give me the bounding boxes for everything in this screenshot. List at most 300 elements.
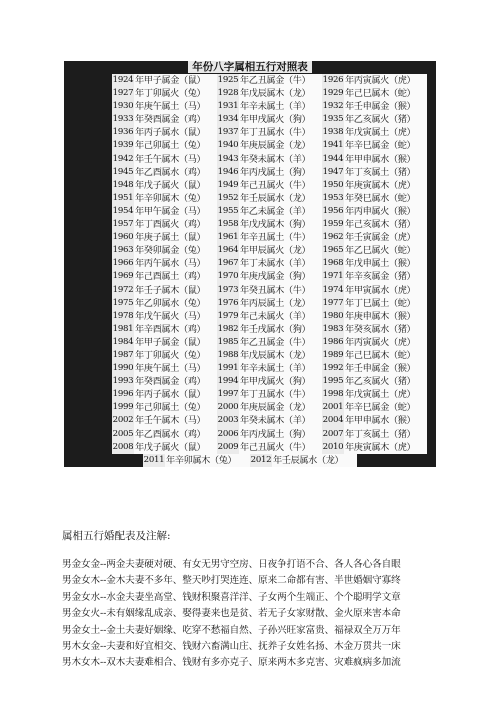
year-number: 2001: [322, 401, 344, 414]
table-cell: [112, 441, 217, 454]
ganzhi-zodiac-element: 年辛亥属金（猪）: [344, 270, 427, 283]
ganzhi-zodiac-element: 年辛巳属金（蛇）: [344, 139, 427, 152]
table-cell: [217, 231, 322, 244]
table-cell: [322, 126, 427, 139]
table-cell: [322, 87, 427, 100]
ganzhi-zodiac-element: 年庚午属土（马）: [134, 100, 217, 113]
table-cell: [112, 113, 217, 126]
table-cell: [322, 74, 427, 87]
table-cell: [217, 126, 322, 139]
table-cell: [112, 153, 217, 166]
table-cell: [217, 388, 322, 401]
table-cell: [322, 441, 427, 454]
ganzhi-zodiac-element: 年壬戌属水（狗）: [239, 323, 322, 336]
table-cell: [322, 428, 427, 441]
year-number: 1944: [322, 153, 344, 166]
ganzhi-zodiac-element: 年丙寅属火（虎）: [344, 336, 427, 349]
year-number: 1984: [112, 336, 134, 349]
table-cell: [112, 401, 217, 414]
ganzhi-zodiac-element: 年戊寅属土（虎）: [344, 126, 427, 139]
ganzhi-zodiac-element: 年辛巳属金（蛇）: [344, 401, 427, 414]
table-row: [64, 257, 436, 270]
year-number: 1953: [322, 192, 344, 205]
ganzhi-zodiac-element: 年戊辰属木（龙）: [239, 87, 322, 100]
year-number: 1940: [217, 139, 239, 152]
table-row: [64, 414, 436, 427]
year-number: 1951: [112, 192, 134, 205]
year-number: 1938: [322, 126, 344, 139]
year-number: 1928: [217, 87, 239, 100]
year-number: 1982: [217, 323, 239, 336]
table-cell: [112, 244, 217, 257]
table-cell: [112, 218, 217, 231]
year-number: 1969: [112, 270, 134, 283]
ganzhi-zodiac-element: 年甲申属水（猴）: [344, 153, 427, 166]
table-cell: [322, 192, 427, 205]
ganzhi-zodiac-element: 年壬申属金（猴）: [344, 362, 427, 375]
table-row: [64, 218, 436, 231]
year-number: 1978: [112, 310, 134, 323]
year-number: 2003: [217, 414, 239, 427]
table-cell: [217, 270, 322, 283]
table-cell: [322, 100, 427, 113]
table-cell: [112, 270, 217, 283]
year-number: 1954: [112, 205, 134, 218]
table-cell: [250, 454, 357, 467]
ganzhi-zodiac-element: 年丁未属水（羊）: [239, 257, 322, 270]
table-row: [64, 375, 436, 388]
table-row: [64, 310, 436, 323]
table-cell: [217, 284, 322, 297]
ganzhi-zodiac-element: 年甲子属金（鼠）: [134, 74, 217, 87]
ganzhi-zodiac-element: 年乙未属金（羊）: [239, 205, 322, 218]
ganzhi-zodiac-element: 年丙申属火（猴）: [344, 205, 427, 218]
year-number: 2010: [322, 441, 344, 454]
year-number: 1926: [322, 74, 344, 87]
year-number: 1925: [217, 74, 239, 87]
year-number: 1997: [217, 388, 239, 401]
year-number: 1939: [112, 139, 134, 152]
table-cell: [322, 336, 427, 349]
table-cell: [112, 349, 217, 362]
year-number: 2004: [322, 414, 344, 427]
ganzhi-zodiac-element: 年丙午属水（马）: [134, 257, 217, 270]
table-cell: [112, 231, 217, 244]
table-row: [64, 126, 436, 139]
year-number: 1980: [322, 310, 344, 323]
table-cell: [217, 428, 322, 441]
table-cell: [217, 218, 322, 231]
table-cell: [112, 179, 217, 192]
year-number: 1990: [112, 362, 134, 375]
table-cell: [322, 284, 427, 297]
year-number: 1972: [112, 284, 134, 297]
ganzhi-zodiac-element: 年壬午属木（马）: [134, 414, 217, 427]
table-cell: [217, 375, 322, 388]
ganzhi-zodiac-element: 年辛丑属土（牛）: [239, 231, 322, 244]
table-cell: [322, 244, 427, 257]
table-row: [64, 153, 436, 166]
ganzhi-zodiac-element: 年丙寅属火（虎）: [344, 74, 427, 87]
ganzhi-zodiac-element: 年壬辰属水（龙）: [272, 454, 357, 467]
table-cell: [217, 139, 322, 152]
ganzhi-zodiac-element: 年甲戌属火（狗）: [239, 375, 322, 388]
ganzhi-zodiac-element: 年甲辰属火（龙）: [239, 244, 322, 257]
table-cell: [112, 336, 217, 349]
table-cell: [217, 166, 322, 179]
table-cell: [217, 323, 322, 336]
table-cell: [112, 284, 217, 297]
year-number: 2000: [217, 401, 239, 414]
year-number: 1947: [322, 166, 344, 179]
table-cell: [112, 375, 217, 388]
table-cell: [322, 139, 427, 152]
table-row: [64, 349, 436, 362]
table-cell: [217, 297, 322, 310]
year-number: 2009: [217, 441, 239, 454]
year-number: 1977: [322, 297, 344, 310]
table-cell: [112, 87, 217, 100]
table-cell: [112, 362, 217, 375]
year-number: 2012: [250, 454, 272, 467]
ganzhi-zodiac-element: 年癸酉属金（鸡）: [134, 113, 217, 126]
ganzhi-zodiac-element: 年乙亥属火（猪）: [344, 113, 427, 126]
year-number: 1967: [217, 257, 239, 270]
year-number: 1958: [217, 218, 239, 231]
note-line: 男金女水--水金夫妻坐高堂、钱财积聚喜洋洋、子女两个生端正、个个聪明学文章: [62, 591, 401, 603]
year-number: 1998: [322, 388, 344, 401]
year-number: 1934: [217, 113, 239, 126]
ganzhi-zodiac-element: 年戊戌属木（狗）: [239, 218, 322, 231]
note-line: 男金女木--金木夫妻不多年、整天吵打哭连连、原来二命都有害、半世婚姻守寡终: [62, 575, 401, 587]
table-cell: [217, 362, 322, 375]
ganzhi-zodiac-element: 年丁卯属火（兔）: [134, 349, 217, 362]
ganzhi-zodiac-element: 年辛卯属木（兔）: [165, 454, 250, 467]
year-number: 1993: [112, 375, 134, 388]
table-cell: [322, 113, 427, 126]
ganzhi-zodiac-element: 年戊辰属木（龙）: [239, 349, 322, 362]
year-number: 1971: [322, 270, 344, 283]
table-cell: [112, 139, 217, 152]
notes-lines: [62, 557, 452, 672]
year-number: 1932: [322, 100, 344, 113]
ganzhi-zodiac-element: 年壬午属木（马）: [134, 153, 217, 166]
table-cell: [112, 310, 217, 323]
notes-heading: 属相五行婚配表及注解:: [62, 530, 171, 542]
ganzhi-zodiac-element: 年丁丑属水（牛）: [239, 388, 322, 401]
table-cell: [217, 414, 322, 427]
ganzhi-zodiac-element: 年辛未属土（羊）: [239, 362, 322, 375]
ganzhi-zodiac-element: 年丁巳属土（蛇）: [344, 297, 427, 310]
ganzhi-zodiac-element: 年丁亥属土（猪）: [344, 428, 427, 441]
ganzhi-zodiac-element: 年庚申属木（猴）: [344, 310, 427, 323]
year-number: 1941: [322, 139, 344, 152]
year-number: 1942: [112, 153, 134, 166]
ganzhi-zodiac-element: 年乙亥属火（猪）: [344, 375, 427, 388]
year-number: 1995: [322, 375, 344, 388]
table-cell: [112, 428, 217, 441]
year-number: 1955: [217, 205, 239, 218]
year-number: 1945: [112, 166, 134, 179]
year-number: 1931: [217, 100, 239, 113]
table-cell: [322, 349, 427, 362]
year-number: 1992: [322, 362, 344, 375]
year-number: 1949: [217, 179, 239, 192]
ganzhi-zodiac-element: 年甲子属金（鼠）: [134, 336, 217, 349]
table-cell: [112, 126, 217, 139]
table-cell: [322, 231, 427, 244]
table-cell: [217, 113, 322, 126]
ganzhi-zodiac-element: 年乙酉属水（鸡）: [134, 166, 217, 179]
table-row: [64, 205, 436, 218]
table-row: [64, 336, 436, 349]
year-number: 1974: [322, 284, 344, 297]
year-number: 1986: [322, 336, 344, 349]
table-cell: [217, 100, 322, 113]
table-row: [64, 139, 436, 152]
table-cell: [112, 192, 217, 205]
table-cell: [322, 388, 427, 401]
table-cell: [322, 414, 427, 427]
table-cell: [322, 270, 427, 283]
year-number: 1970: [217, 270, 239, 283]
table-cell: [112, 297, 217, 310]
ganzhi-zodiac-element: 年丁卯属火（兔）: [134, 87, 217, 100]
table-cell: [322, 205, 427, 218]
note-line: 男金女土--金土夫妻好姻缘、吃穿不愁福自然、子孙兴旺家富贵、福禄双全万万年: [62, 624, 401, 636]
year-number: 1965: [322, 244, 344, 257]
ganzhi-zodiac-element: 年辛未属土（羊）: [239, 100, 322, 113]
table-row: [64, 284, 436, 297]
table-title-text: 年份八字属相五行对照表: [188, 61, 312, 73]
table-cell: [322, 218, 427, 231]
ganzhi-zodiac-element: 年癸未属木（羊）: [239, 153, 322, 166]
year-number: 2007: [322, 428, 344, 441]
ganzhi-zodiac-element: 年戊子属火（鼠）: [134, 179, 217, 192]
table-row: [64, 113, 436, 126]
ganzhi-zodiac-element: 年己巳属木（蛇）: [344, 87, 427, 100]
table-cell: [217, 192, 322, 205]
ganzhi-zodiac-element: 年己酉属土（鸡）: [134, 270, 217, 283]
year-number: 2011: [143, 454, 165, 467]
table-cell: [322, 153, 427, 166]
ganzhi-zodiac-element: 年丙子属水（鼠）: [134, 126, 217, 139]
ganzhi-zodiac-element: 年己卯属土（兔）: [134, 401, 217, 414]
table-row: [64, 323, 436, 336]
ganzhi-zodiac-element: 年辛卯属木（兔）: [134, 192, 217, 205]
ganzhi-zodiac-element: 年癸酉属金（鸡）: [134, 375, 217, 388]
year-number: 1994: [217, 375, 239, 388]
ganzhi-zodiac-element: 年庚辰属金（龙）: [239, 401, 322, 414]
year-number: 1933: [112, 113, 134, 126]
ganzhi-zodiac-element: 年丙戌属土（狗）: [239, 428, 322, 441]
table-row: [64, 401, 436, 414]
table-cell: [322, 179, 427, 192]
year-number: 1988: [217, 349, 239, 362]
table-cell: [112, 205, 217, 218]
note-line: 男金女金--两金夫妻硬对硬、有女无男守空房、日夜争打语不合、各人各心各自眼: [62, 559, 401, 570]
ganzhi-zodiac-element: 年丁丑属水（牛）: [239, 126, 322, 139]
year-number: 1966: [112, 257, 134, 270]
ganzhi-zodiac-element: 年壬辰属水（龙）: [239, 192, 322, 205]
ganzhi-zodiac-element: 年壬申属金（猴）: [344, 100, 427, 113]
table-body: [64, 74, 436, 467]
year-number: 2002: [112, 414, 134, 427]
table-cell: [112, 257, 217, 270]
table-row: [64, 74, 436, 87]
ganzhi-zodiac-element: 年丁酉属火（鸡）: [134, 218, 217, 231]
ganzhi-zodiac-element: 年丙戌属土（狗）: [239, 166, 322, 179]
table-row: [64, 100, 436, 113]
table-cell: [112, 388, 217, 401]
year-number: 1960: [112, 231, 134, 244]
table-cell: [112, 74, 217, 87]
ganzhi-zodiac-element: 年戊申属土（猴）: [344, 257, 427, 270]
ganzhi-zodiac-element: 年癸未属木（羊）: [239, 414, 322, 427]
table-cell: [322, 257, 427, 270]
table-row: [64, 192, 436, 205]
year-number: 1964: [217, 244, 239, 257]
year-number: 1957: [112, 218, 134, 231]
ganzhi-zodiac-element: 年乙丑属金（牛）: [239, 336, 322, 349]
year-number: 1979: [217, 310, 239, 323]
year-number: 2005: [112, 428, 134, 441]
year-number: 1961: [217, 231, 239, 244]
marriage-notes-section: [62, 528, 452, 672]
table-title: [64, 61, 436, 74]
table-cell: [322, 401, 427, 414]
year-number: 1943: [217, 153, 239, 166]
year-number: 1929: [322, 87, 344, 100]
ganzhi-zodiac-element: 年丙辰属土（龙）: [239, 297, 322, 310]
table-cell: [217, 179, 322, 192]
year-number: 1927: [112, 87, 134, 100]
year-number: 1987: [112, 349, 134, 362]
ganzhi-zodiac-element: 年乙酉属水（鸡）: [134, 428, 217, 441]
table-cell: [217, 349, 322, 362]
table-cell: [322, 362, 427, 375]
table-cell: [217, 87, 322, 100]
year-number: 1937: [217, 126, 239, 139]
table-row: [64, 166, 436, 179]
year-number: 1952: [217, 192, 239, 205]
year-number: 1996: [112, 388, 134, 401]
ganzhi-zodiac-element: 年己丑属火（牛）: [239, 179, 322, 192]
ganzhi-zodiac-element: 年庚午属土（马）: [134, 362, 217, 375]
table-row: [64, 428, 436, 441]
year-number: 1936: [112, 126, 134, 139]
year-number: 1935: [322, 113, 344, 126]
table-row: [64, 388, 436, 401]
table-cell: [143, 454, 250, 467]
year-number: 2006: [217, 428, 239, 441]
note-line: 男木女金--夫妻和好宜相交、钱财六畜满山庄、抚养子女姓名扬、木金万贯共一床: [62, 641, 401, 653]
table-cell: [112, 414, 217, 427]
table-cell: [217, 153, 322, 166]
year-number: 1985: [217, 336, 239, 349]
ganzhi-zodiac-element: 年戊子属火（鼠）: [134, 441, 217, 454]
ganzhi-zodiac-element: 年甲戌属火（狗）: [239, 113, 322, 126]
table-row: [64, 441, 436, 454]
year-number: 1959: [322, 218, 344, 231]
table-cell: [112, 166, 217, 179]
ganzhi-zodiac-element: 年乙丑属金（牛）: [239, 74, 322, 87]
table-cell: [112, 323, 217, 336]
year-number: 1946: [217, 166, 239, 179]
ganzhi-zodiac-element: 年戊午属火（马）: [134, 310, 217, 323]
ganzhi-zodiac-element: 年戊寅属土（虎）: [344, 388, 427, 401]
ganzhi-zodiac-element: 年庚寅属木（虎）: [344, 179, 427, 192]
ganzhi-zodiac-element: 年辛酉属木（鸡）: [134, 323, 217, 336]
year-number: 1963: [112, 244, 134, 257]
ganzhi-zodiac-element: 年甲寅属水（虎）: [344, 284, 427, 297]
ganzhi-zodiac-element: 年壬寅属金（虎）: [344, 231, 427, 244]
ganzhi-zodiac-element: 年己未属火（羊）: [239, 310, 322, 323]
table-cell: [217, 244, 322, 257]
year-number: 1956: [322, 205, 344, 218]
table-cell: [322, 297, 427, 310]
ganzhi-zodiac-element: 年庚子属土（鼠）: [134, 231, 217, 244]
table-cell: [322, 310, 427, 323]
table-row: [64, 362, 436, 375]
ganzhi-zodiac-element: 年己亥属木（猪）: [344, 218, 427, 231]
table-cell: [217, 205, 322, 218]
ganzhi-zodiac-element: 年甲午属金（马）: [134, 205, 217, 218]
table-row-last: [64, 454, 436, 467]
ganzhi-zodiac-element: 年庚寅属木（虎）: [344, 441, 427, 454]
ganzhi-zodiac-element: 年丙子属水（鼠）: [134, 388, 217, 401]
year-number: 1950: [322, 179, 344, 192]
year-number: 1968: [322, 257, 344, 270]
year-number: 1989: [322, 349, 344, 362]
ganzhi-zodiac-element: 年癸卯属金（兔）: [134, 244, 217, 257]
year-number: 1983: [322, 323, 344, 336]
table-cell: [322, 323, 427, 336]
table-cell: [217, 336, 322, 349]
table-cell: [322, 166, 427, 179]
table-cell: [217, 257, 322, 270]
table-cell: [112, 100, 217, 113]
ganzhi-zodiac-element: 年乙巳属火（蛇）: [344, 244, 427, 257]
note-line: 男木女木--双木夫妻难相合、钱财有多亦克子、原来两木多克害、灾难疯病多加流: [62, 657, 401, 669]
table-row: [64, 270, 436, 283]
table-cell: [322, 375, 427, 388]
year-number: 1924: [112, 74, 134, 87]
ganzhi-zodiac-element: 年丁亥属土（猪）: [344, 166, 427, 179]
table-row: [64, 297, 436, 310]
ganzhi-zodiac-element: 年己丑属火（牛）: [239, 441, 322, 454]
year-number: 1948: [112, 179, 134, 192]
ganzhi-zodiac-element: 年癸巳属水（蛇）: [344, 192, 427, 205]
ganzhi-zodiac-element: 年癸丑属木（牛）: [239, 284, 322, 297]
note-line: 男金女火--未有姻缘乱成亲、娶得妻来也是贫、若无子女家财散、金火原来害本命: [62, 608, 401, 620]
table-cell: [217, 310, 322, 323]
ganzhi-zodiac-element: 年壬子属木（鼠）: [134, 284, 217, 297]
table-row: [64, 87, 436, 100]
ganzhi-zodiac-element: 年己卯属土（兔）: [134, 139, 217, 152]
ganzhi-zodiac-element: 年庚辰属金（龙）: [239, 139, 322, 152]
year-number: 1991: [217, 362, 239, 375]
year-number: 1976: [217, 297, 239, 310]
year-number: 1973: [217, 284, 239, 297]
ganzhi-zodiac-element: 年己巳属木（蛇）: [344, 349, 427, 362]
ganzhi-zodiac-element: 年庚戌属金（狗）: [239, 270, 322, 283]
ganzhi-zodiac-element: 年乙卯属水（兔）: [134, 297, 217, 310]
zodiac-five-elements-table: [64, 61, 436, 467]
year-number: 1930: [112, 100, 134, 113]
table-row: [64, 231, 436, 244]
table-cell: [217, 74, 322, 87]
